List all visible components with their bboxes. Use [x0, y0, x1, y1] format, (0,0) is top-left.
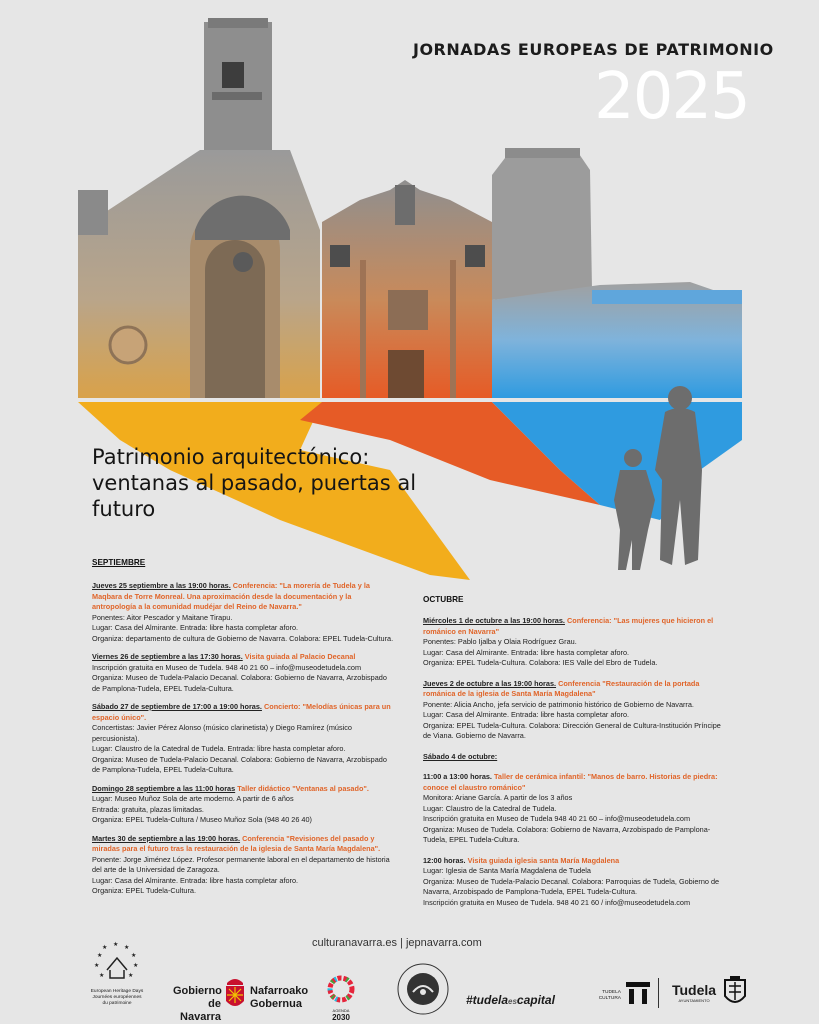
event-item [92, 784, 397, 826]
saturday-heading: Sábado 4 de octubre: [423, 751, 498, 761]
naf-label-1: Nafarroako [250, 985, 309, 997]
event-item [423, 856, 728, 909]
event-title: Taller de cerámica infantil: "Manos de barro. Historias de piedra: conoce el claustro románico" [423, 772, 718, 792]
event-date: 12:00 horas. [423, 855, 466, 865]
nafarroako-gobernua-logo [250, 985, 308, 1011]
event-title: Conferencia "Restauración de la portada románica de la iglesia de Santa María Magdalena" [423, 678, 700, 698]
ehd-label-1: European Heritage Days [90, 989, 144, 994]
svg-text:★: ★ [97, 953, 103, 959]
header-year: 2025 [594, 60, 749, 134]
agenda-2030-logo [325, 975, 357, 1022]
event-item [92, 581, 397, 644]
church-tower-illustration [78, 18, 320, 398]
event-title: Conferencia: "Las mujeres que hicieron el románico en Navarra" [423, 616, 714, 636]
event-line: Lugar: Casa del Almirante. Entrada: libre hasta completar aforo. [423, 710, 630, 719]
event-line: Organiza: EPEL Tudela-Cultura. [92, 886, 196, 895]
svg-text:★: ★ [99, 973, 105, 979]
subtitle-line-3: futuro [92, 497, 156, 521]
event-date: Jueves 25 septiembre a las 19:00 horas. [92, 581, 231, 590]
event-line: Lugar: Casa del Almirante. Entrada: libre hasta completar aforo. [423, 647, 630, 657]
agenda-year: 2030 [332, 1013, 350, 1022]
svg-text:★: ★ [124, 945, 130, 951]
event-item [92, 652, 397, 694]
event-line: Inscripción gratuita en Museo de Tudela. 948 40 21 60 – info@museodetudela.com [92, 662, 362, 672]
event-date: Sábado 27 de septiembre de 17:00 a 19:00 horas. [92, 702, 262, 711]
event-line: Lugar: Casa del Almirante. Entrada: libre hasta completar aforo. [92, 623, 299, 632]
event-date: Jueves 2 de octubre a las 19:00 horas. [423, 678, 557, 688]
event-item [92, 702, 397, 776]
svg-text:★: ★ [94, 963, 100, 969]
event-item [423, 616, 728, 669]
event-line: Organiza: EPEL Tudela-Cultura / Museo Muñoz Sola (948 40 26 40) [92, 815, 312, 824]
european-heritage-days-logo [82, 940, 152, 1007]
event-line: Lugar: Iglesia de Santa María Magdalena de Tudela [423, 866, 591, 875]
logo-divider [658, 978, 659, 1008]
ayuntamiento-tudela-logo: Tudela AYUNTAMIENTO [671, 982, 717, 1003]
event-date: Martes 30 de septiembre a las 19:00 horas. [92, 833, 241, 843]
event-title: Visita guiada iglesia santa María Magdalena [467, 855, 620, 865]
september-column [92, 558, 397, 905]
museo-tudela-seal-logo [396, 962, 450, 1016]
event-date: Domingo 28 septiembre a las 11:00 horas [92, 783, 236, 793]
event-line: Ponente: Alicia Ancho, jefa servicio de patrimonio histórico de Gobierno de Navarra. [423, 699, 694, 709]
svg-text:★: ★ [113, 942, 119, 948]
gobierno-navarra-logo [173, 985, 221, 1024]
event-line: Ponentes: Aitor Pescador y Maitane Tirapu. [92, 612, 233, 622]
svg-text:★: ★ [102, 945, 108, 951]
event-item [92, 834, 397, 897]
event-line: Lugar: Casa del Almirante. Entrada: libre hasta completar aforo. [92, 875, 299, 885]
event-title: Visita guiada al Palacio Decanal [244, 652, 356, 661]
event-title: Taller didáctico "Ventanas al pasado". [237, 783, 369, 793]
october-column [423, 595, 728, 918]
event-line: Organiza: Museo de Tudela-Palacio Decanal. Colabora: Gobierno de Navarra, Arzobispado de Pamplona-Tudela, EPEL Tudela-Cultura. [92, 754, 387, 774]
event-line: Organiza: departamento de cultura de Gobierno de Navarra. Colabora: EPEL Tudela-Cultura. [92, 633, 394, 643]
event-date: Viernes 26 de septiembre a las 17:30 horas. [92, 652, 243, 661]
naf-label-2: Gobernua [250, 998, 302, 1010]
event-line: Lugar: Museo Muñoz Sola de arte moderno. A partir de 6 años [92, 794, 294, 803]
event-line: Organiza: Museo de Tudela-Palacio Decanal. Colabora: Gobierno de Navarra, Arzobispado de Pamplona-Tudela, EPEL Tudela-Cultura. [92, 673, 387, 693]
event-line: Organiza: Museo de Tudela-Palacio Decanal. Colabora: Parroquias de Tudela, Gobierno de Navarra, Arzobispado de Pamplona-Tudela, EPEL Tudela-Cultura. [423, 876, 720, 896]
ehd-label-3: du patrimoine [102, 1001, 132, 1006]
header-title: JORNADAS EUROPEAS DE PATRIMONIO [413, 40, 774, 59]
svg-text:★: ★ [133, 963, 139, 969]
event-item [423, 772, 728, 846]
event-item [423, 679, 728, 742]
stars-house-icon [93, 940, 141, 984]
event-line: Organiza: EPEL Tudela-Cultura. Colabora: Dirección General de Cultura-Institución Príncipe de Viana. Gobierno de Navarra. [423, 720, 721, 740]
event-date: Miércoles 1 de octubre a las 19:00 horas. [423, 616, 565, 625]
agenda-label: AGENDA [332, 1008, 350, 1013]
gob-label-2: de Navarra [180, 998, 221, 1023]
footer-url[interactable]: culturanavarra.es | jepnavarra.com [312, 937, 482, 949]
event-subtitle [92, 444, 452, 522]
event-title: Concierto: "Melodías únicas para un espacio único". [92, 702, 391, 722]
event-line: Inscripción gratuita en Museo de Tudela. 948 40 21 60 / info@museodetudela.com [423, 897, 691, 907]
tudela-es-capital-hashtag: #tudelaescapital [466, 993, 555, 1007]
event-line: Organiza: Museo de Tudela. Colabora: Gobierno de Navarra, Arzobispado de Pamplona-Tudela, EPEL Tudela-Cultura. [423, 824, 711, 844]
event-line: Ponente: Jorge Jiménez López. Profesor permanente laboral en el departamento de historia del arte de la Universidad de Zaragoza. [92, 854, 390, 874]
subtitle-line-2: ventanas al pasado, puertas al [92, 471, 417, 495]
castle-illustration [492, 148, 742, 398]
sdg-wheel-icon [327, 975, 355, 1003]
event-line: Organiza: EPEL Tudela-Cultura. Colabora: IES Valle del Ebro de Tudela. [423, 658, 658, 667]
september-heading: SEPTIEMBRE [92, 558, 146, 567]
october-heading: OCTUBRE [423, 595, 464, 604]
palace-facade-illustration [322, 180, 492, 398]
event-line: Lugar: Claustro de la Catedral de Tudela. Entrada: libre hasta completar aforo. [92, 744, 346, 753]
event-line: Concertistas: Javier Pérez Alonso (músico clarinetista) y Diego Ramírez (músico percusionista). [92, 723, 352, 743]
event-line: Inscripción gratuita en Museo de Tudela 948 40 21 60 – info@museodetudela.com [423, 814, 691, 823]
event-line: Ponentes: Pablo Ijalba y Olaia Rodríguez Grau. [423, 637, 577, 646]
event-line: Lugar: Claustro de la Catedral de Tudela. [423, 803, 557, 813]
event-date: 11:00 a 13:00 horas. [423, 772, 492, 781]
tudela-shield-icon [722, 976, 748, 1008]
tudela-cultura-arch-icon [624, 980, 652, 1006]
event-line: Entrada: gratuita, plazas limitadas. [92, 804, 204, 814]
navarra-coat-of-arms-icon [224, 975, 246, 1011]
subtitle-line-1: Patrimonio arquitectónico: [92, 445, 370, 469]
event-line: Monitora: Ariane García. A partir de los 3 años [423, 793, 573, 802]
event-title: Conferencia "Revisiones del pasado y miradas para el futuro tras la restauración de la iglesia de Santa María Magdalena". [92, 833, 381, 853]
event-title: Conferencia: "La morería de Tudela y la Maqbara de Torre Monreal. Una aproximación desde la documentación y la antropología a la comunidad mudéjar del Reino de Navarra." [92, 581, 370, 611]
svg-text:★: ★ [131, 953, 137, 959]
tudela-cultura-logo: TUDELA CULTURA [598, 990, 621, 1001]
ehd-label-2: Journées européennes [92, 995, 142, 1000]
gob-label-1: Gobierno [173, 985, 222, 997]
svg-text:★: ★ [128, 973, 134, 979]
